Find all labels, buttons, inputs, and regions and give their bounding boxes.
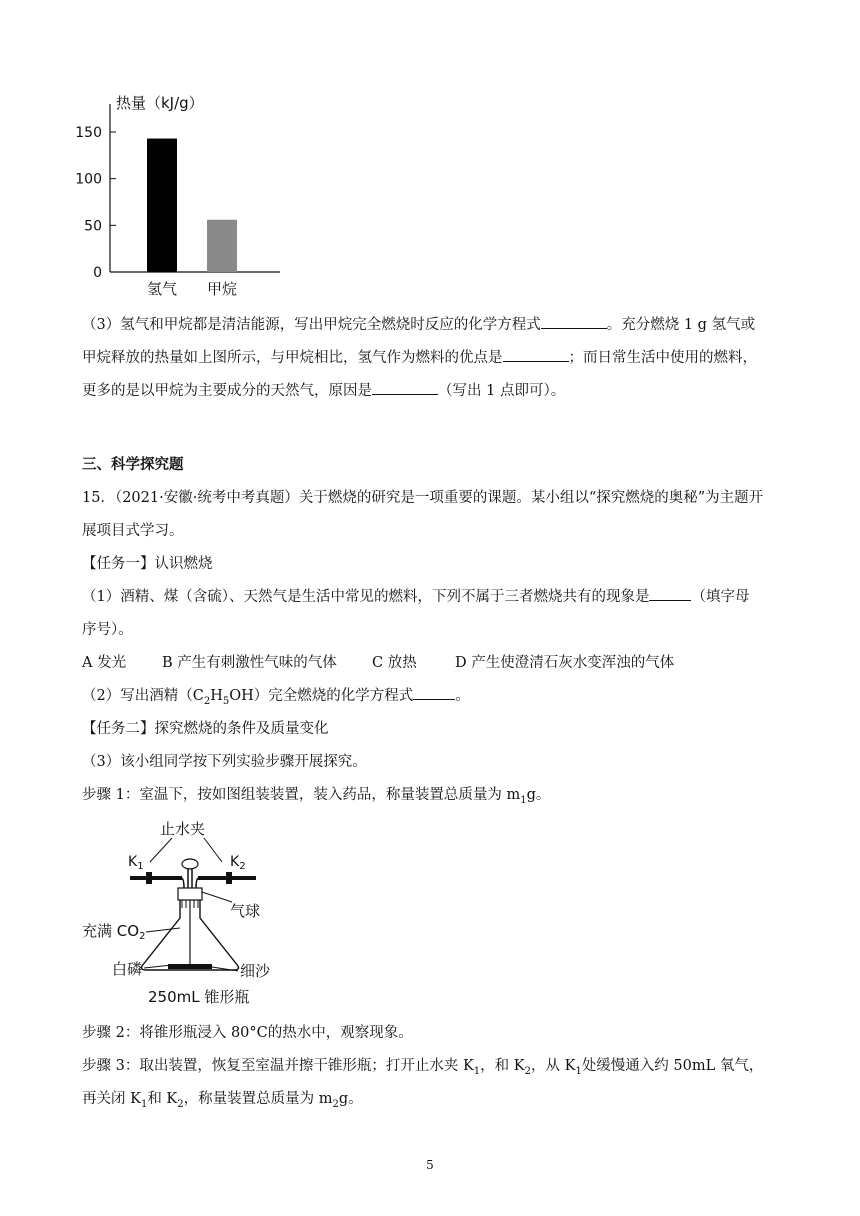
- q15-2-text-c: OH）完全燃烧的化学方程式: [229, 688, 414, 704]
- q15-line1: 15．（2021·安徽·统考中考真题）关于燃烧的研究是一项重要的课题。某小组以“探究燃烧的奥秘”为主题开: [82, 490, 764, 506]
- q15-2-text-a: （2）写出酒精（C: [82, 688, 204, 704]
- q14-3-text2b: ；而日常生活中使用的燃料，: [568, 350, 757, 366]
- co2-label: 充满 $CO_2$: [82, 922, 146, 942]
- subscript: 1: [520, 794, 527, 806]
- subscript: 1: [575, 1065, 582, 1077]
- page-number: 5: [426, 1158, 434, 1172]
- chart-svg: [75, 92, 290, 302]
- step3-text-d: 处缓慢通入约 50mL 氧气，: [581, 1058, 764, 1074]
- step3-text-b: ，和 K: [480, 1058, 525, 1074]
- answer-blank[interactable]: [541, 314, 607, 329]
- y-tick-label: 0: [93, 265, 102, 281]
- q14-3-line1: [82, 314, 755, 336]
- q15-1-text: （1）酒精、煤（含硫）、天然气是生活中常见的燃料，下列不属于三者燃烧共有的现象是: [82, 589, 650, 605]
- fine-sand: [168, 964, 212, 969]
- balloon: [182, 859, 198, 869]
- answer-blank[interactable]: [372, 380, 438, 395]
- bar: [207, 220, 237, 272]
- pointer-line: [202, 892, 232, 902]
- q15-1-line2: 序号）。: [82, 622, 133, 638]
- clamp-label: 止水夹: [160, 820, 206, 838]
- q14-3-line2: [82, 347, 757, 369]
- apparatus-figure: [80, 818, 300, 1008]
- step2-line: 步骤 2：将锥形瓶浸入 80°C的热水中，观察现象。: [82, 1025, 413, 1041]
- rubber-stopper: [178, 888, 202, 900]
- option-b: B 产生有刺激性气味的气体: [162, 655, 337, 671]
- k1-clamp: [146, 872, 152, 884]
- k1-label: $K_1$: [128, 854, 144, 872]
- q14-3-text2: 甲烷释放的热量如上图所示，与甲烷相比，氢气作为燃料的优点是: [82, 350, 503, 366]
- step3-line1: [82, 1055, 763, 1083]
- q15-line2: 展项目式学习。: [82, 523, 184, 539]
- subscript: 2: [332, 1098, 339, 1110]
- q14-3-text3b: （写出 1 点即可）。: [438, 383, 566, 399]
- step3-text-c: ，从 K: [530, 1058, 576, 1074]
- section-title: 三、科学探究题: [82, 456, 184, 473]
- pointer-line: [204, 838, 222, 862]
- pointer-line: [144, 965, 172, 968]
- subscript: 2: [203, 695, 211, 707]
- step3-line2: [82, 1088, 363, 1116]
- subscript: 1: [140, 1098, 148, 1110]
- answer-blank[interactable]: [649, 586, 691, 601]
- q14-3-text1b: 。充分燃烧 1 g 氢气或: [606, 317, 756, 333]
- subscript: 5: [222, 695, 230, 707]
- option-c: C 放热: [372, 655, 417, 671]
- y-tick-label: 50: [84, 218, 102, 235]
- white-phosphorus-label: 白磷: [112, 960, 143, 978]
- q15-1-line1: [82, 586, 749, 608]
- q15-1-options: [82, 652, 675, 674]
- step1-text-b: g。: [526, 787, 551, 803]
- answer-blank[interactable]: [503, 347, 569, 362]
- k2-label: $K_2$: [230, 854, 246, 872]
- step1-line: [82, 784, 550, 812]
- x-category-label: 氢气: [146, 280, 178, 298]
- apparatus-svg: [80, 818, 300, 1008]
- subscript: 2: [177, 1098, 184, 1110]
- q15-2-text-b: H: [210, 688, 223, 704]
- subscript: 2: [524, 1065, 531, 1077]
- q15-3-line: （3）该小组同学按下列实验步骤开展探究。: [82, 754, 367, 770]
- pointer-line: [146, 928, 180, 932]
- step1-text: 步骤 1：室温下，按如图组装装置，装入药品，称量装置总质量为 m: [82, 787, 521, 803]
- heat-bar-chart: [75, 92, 290, 302]
- option-a: A 发光: [82, 655, 127, 671]
- step3-text-f: 和 K: [147, 1091, 178, 1107]
- q14-3-line3: [82, 380, 565, 402]
- step3-text-g: ，称量装置总质量为 m: [183, 1091, 333, 1107]
- y-tick-label: 100: [75, 171, 102, 188]
- answer-blank[interactable]: [413, 685, 455, 700]
- task1-heading: 【任务一】认识燃烧: [82, 556, 213, 572]
- bar: [147, 139, 177, 272]
- bent-tube-right: [196, 878, 198, 888]
- bent-tube-left: [182, 878, 184, 888]
- left-tube: [130, 876, 182, 880]
- fine-sand-label: 细沙: [240, 962, 271, 980]
- q15-1-text-b: （填字母: [691, 589, 750, 605]
- q14-3-text3: 更多的是以甲烷为主要成分的天然气，原因是: [82, 383, 372, 399]
- x-category-label: 甲烷: [206, 280, 238, 298]
- step3-text-a: 步骤 3：取出装置，恢复至室温并擦干锥形瓶；打开止水夹 K: [82, 1058, 474, 1074]
- option-d: D 产生使澄清石灰水变浑浊的气体: [455, 655, 675, 671]
- balloon-label: 气球: [230, 902, 261, 920]
- step3-text-h: g。: [338, 1091, 363, 1107]
- q15-2-line: [82, 685, 470, 713]
- q14-3-text1: （3）氢气和甲烷都是清洁能源，写出甲烷完全燃烧时反应的化学方程式: [82, 317, 541, 333]
- task2-heading: 【任务二】探究燃烧的条件及质量变化: [82, 721, 329, 737]
- subscript: 1: [473, 1065, 481, 1077]
- y-tick-label: 150: [75, 125, 102, 141]
- q15-2-text-d: 。: [455, 688, 470, 704]
- chart-ylabel: 热量（kJ/g）: [116, 94, 204, 112]
- step3-text-e: 再关闭 K: [82, 1091, 141, 1107]
- flask-caption: 250mL 锥形瓶: [148, 988, 250, 1006]
- k2-clamp: [226, 872, 232, 884]
- pointer-line: [150, 838, 172, 862]
